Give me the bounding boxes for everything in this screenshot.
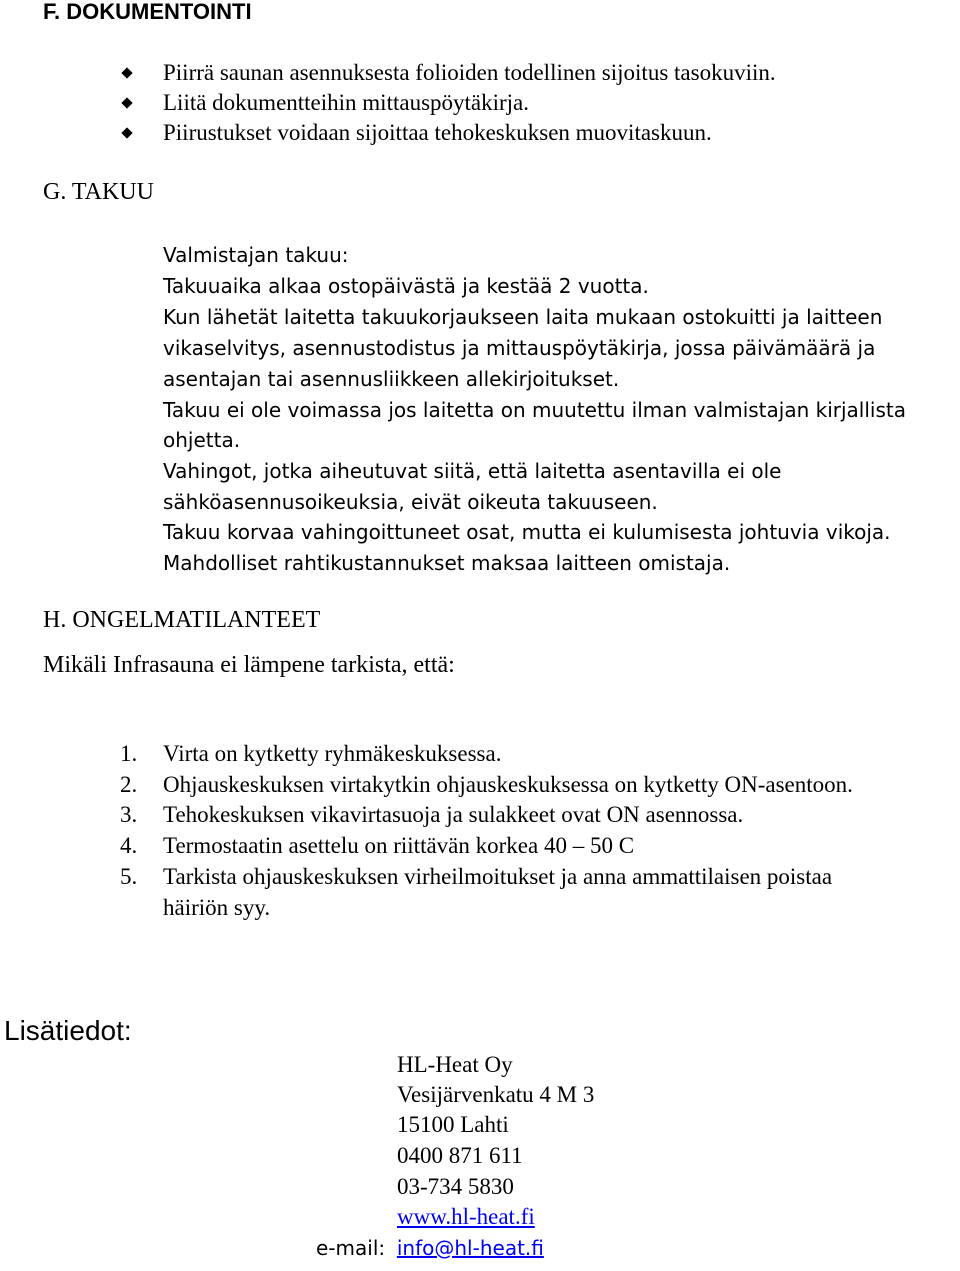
more-info-label: Lisätiedot: (4, 1015, 132, 1046)
email-label: e-mail: (316, 1236, 386, 1260)
warranty-line: asentajan tai asennusliikkeen allekirjoitukset. (163, 367, 620, 391)
street-address: Vesijärvenkatu 4 M 3 (397, 1082, 595, 1107)
item-text: Virta on kytketty ryhmäkeskuksessa. (163, 741, 502, 766)
email-link[interactable]: info@hl-heat.fi (396, 1236, 544, 1260)
warranty-line: ohjetta. (163, 428, 241, 452)
warranty-line: Valmistajan takuu: (163, 243, 349, 267)
company-name: HL-Heat Oy (397, 1052, 513, 1077)
item-text: Tehokeskuksen vikavirtasuoja ja sulakkeet ovat ON asennossa. (163, 802, 744, 827)
troubleshoot-intro: Mikäli Infrasauna ei lämpene tarkista, että: (43, 652, 455, 678)
warranty-line: sähköasennusoikeuksia, eivät oikeuta takuuseen. (163, 490, 658, 514)
item-number: 4. (120, 833, 138, 858)
phone-number: 03-734 5830 (397, 1174, 514, 1199)
item-number: 3. (120, 802, 138, 827)
item-number: 1. (120, 741, 138, 766)
warranty-line: Takuuaika alkaa ostopäivästä ja kestää 2 vuotta. (163, 274, 649, 298)
item-text: Termostaatin asettelu on riittävän korkea 40 – 50 C (163, 833, 635, 858)
postal-city: 15100 Lahti (397, 1112, 509, 1137)
item-number: 5. (120, 864, 138, 889)
phone-number: 0400 871 611 (397, 1143, 523, 1168)
section-h-title: H. ONGELMATILANTEET (43, 607, 321, 633)
item-text-continuation: häiriön syy. (163, 895, 271, 920)
diamond-bullet-icon (121, 67, 132, 78)
item-text: Tarkista ohjauskeskuksen virheilmoitukset ja anna ammattilaisen poistaa (163, 864, 833, 889)
item-number: 2. (120, 772, 138, 797)
warranty-line: Takuu korvaa vahingoittuneet osat, mutta ei kulumisesta johtuvia vikoja. (163, 520, 891, 544)
diamond-bullet-icon (121, 127, 132, 138)
website-link[interactable]: www.hl-heat.fi (397, 1204, 535, 1229)
warranty-line: Vahingot, jotka aiheutuvat siitä, että laitetta asentavilla ei ole (163, 459, 782, 483)
warranty-line: Takuu ei ole voimassa jos laitetta on muutettu ilman valmistajan kirjallista (163, 398, 906, 422)
item-text: Ohjauskeskuksen virtakytkin ohjauskeskuksessa on kytketty ON-asentoon. (163, 772, 853, 797)
bullet-text: Piirustukset voidaan sijoittaa tehokeskuksen muovitaskuun. (163, 120, 712, 145)
section-f-title: F. DOKUMENTOINTI (43, 0, 252, 24)
warranty-line: Kun lähetät laitetta takuukorjaukseen laita mukaan ostokuitti ja laitteen (163, 305, 883, 329)
bullet-text: Piirrä saunan asennuksesta folioiden todellinen sijoitus tasokuviin. (163, 60, 776, 85)
section-g-title: G. TAKUU (43, 179, 154, 205)
diamond-bullet-icon (121, 97, 132, 108)
warranty-line: Mahdolliset rahtikustannukset maksaa laitteen omistaja. (163, 551, 731, 575)
warranty-line: vikaselvitys, asennustodistus ja mittauspöytäkirja, jossa päivämäärä ja (163, 336, 876, 360)
bullet-text: Liitä dokumentteihin mittauspöytäkirja. (163, 90, 530, 115)
